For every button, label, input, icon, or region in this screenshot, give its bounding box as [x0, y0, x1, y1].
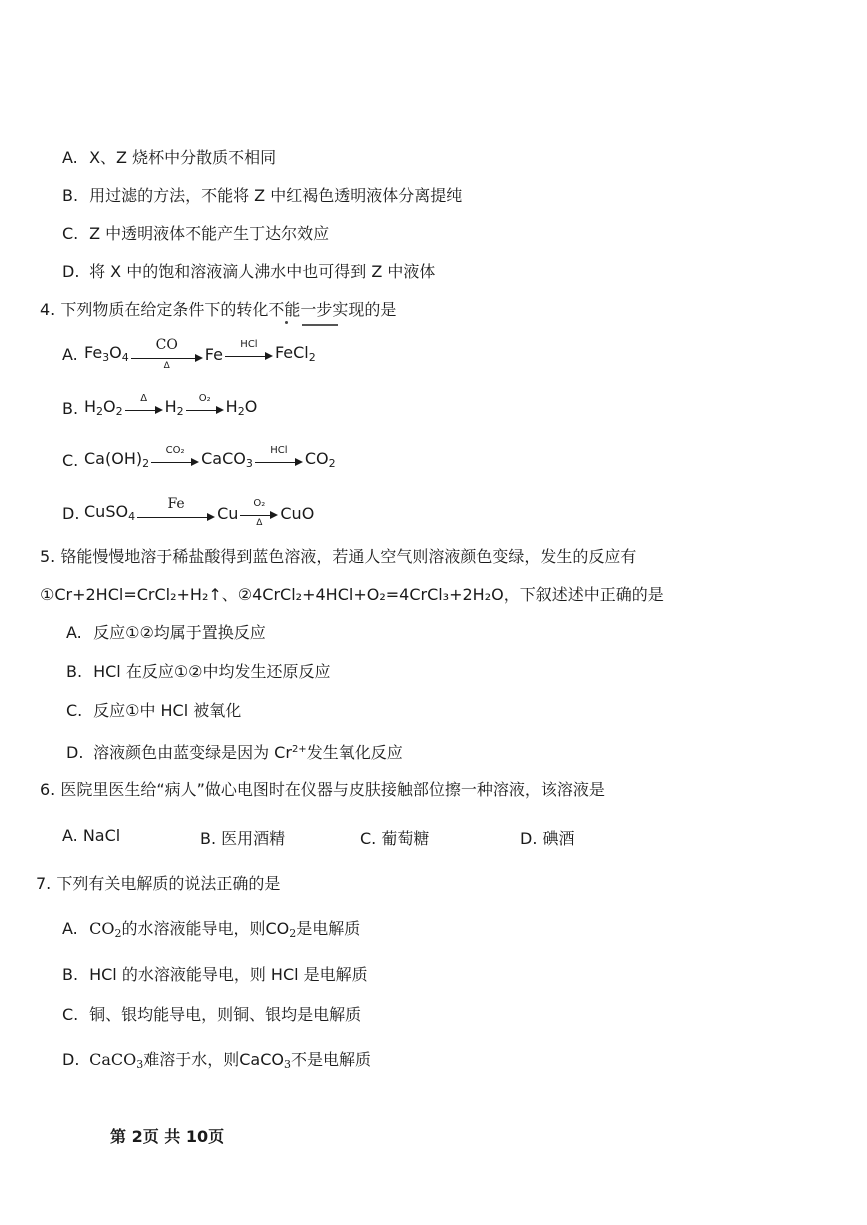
q6-option-c: C. 葡萄糖	[360, 829, 430, 848]
q7-option-a: A. $CO_2$的水溶液能导电，则$CO_2$是电解质	[62, 919, 361, 940]
q5-option-a: A. 反应①②均属于置换反应	[66, 623, 266, 642]
formula: $Ca(OH)_2$	[84, 448, 150, 470]
q6-option-a: A. NaCl	[62, 826, 121, 845]
formula: $H_2$	[164, 396, 184, 418]
reaction-arrow: O₂ Δ	[240, 499, 278, 529]
formula: $H_2O$	[225, 396, 258, 418]
reaction-arrow: Fe	[137, 497, 215, 531]
q3-option-a: A. X、Z 烧杯中分散质不相同	[62, 148, 277, 167]
reaction-arrow: O₂	[186, 394, 224, 424]
formula: $CO_2$	[304, 448, 336, 470]
formula: CuSO$_4$	[84, 501, 136, 523]
q6-option-d: D. 碘酒	[520, 829, 575, 848]
ink-smudge	[302, 324, 338, 326]
q5-option-c: C. 反应①中 HCl 被氧化	[66, 701, 242, 720]
q5-stem-line1: 5. 铬能慢慢地溶于稀盐酸得到蓝色溶液，若通人空气则溶液颜色变绿，发生的反应有	[40, 547, 637, 566]
q7-option-b: B. HCl 的水溶液能导电，则 HCl 是电解质	[62, 965, 368, 984]
q4-option-b: B. $H_2O_2$ Δ $H_2$ O₂ $H_2O$	[62, 394, 257, 424]
ink-dot	[285, 321, 288, 324]
formula: $Fe_3O_4$	[84, 342, 129, 364]
q4-stem: 4. 下列物质在给定条件下的转化不能一步实现的是	[40, 300, 397, 319]
q7-stem: 7. 下列有关电解质的说法正确的是	[36, 874, 281, 893]
page-number: 第 2页 共 10页	[110, 1127, 225, 1146]
q6-stem: 6. 医院里医生给“病人”做心电图时在仪器与皮肤接触部位擦一种溶液，该溶液是	[40, 780, 605, 799]
formula: $H_2O_2$	[84, 396, 123, 418]
q7-option-d: D. CaCO$_3$难溶于水，则CaCO$_3$不是电解质	[62, 1050, 371, 1071]
reaction-arrow: CO Δ	[131, 338, 203, 372]
q4-option-a: A. $Fe_3O_4$ CO Δ Fe HCl FeCl$_2$	[62, 337, 316, 371]
reaction-arrow: HCl	[255, 446, 303, 476]
q3-option-c: C. Z 中透明液体不能产生丁达尔效应	[62, 224, 330, 243]
q5-stem-line2: ①Cr+2HCl=CrCl₂+H₂↑、②4CrCl₂+4HCl+O₂=4CrCl₃+2H₂O，下叙述述中正确的是	[40, 585, 664, 604]
formula: FeCl$_2$	[274, 342, 316, 364]
q7-option-c: C. 铜、银均能导电，则铜、银均是电解质	[62, 1005, 362, 1024]
reaction-arrow: CO₂	[151, 446, 199, 476]
q4-option-c: C. $Ca(OH)_2$ CO₂ CaCO$_3$ HCl $CO_2$	[62, 446, 336, 476]
q6-option-b: B. 医用酒精	[200, 829, 286, 848]
q4-option-d: D. CuSO$_4$ Fe Cu O₂ Δ CuO	[62, 497, 314, 531]
reaction-arrow: HCl	[225, 340, 273, 370]
q5-option-d: D. 溶液颜色由蓝变绿是因为 $Cr^{2+}$发生氧化反应	[66, 743, 403, 762]
q3-option-d: D. 将 X 中的饱和溶液滴人沸水中也可得到 Z 中液体	[62, 262, 436, 281]
formula: CaCO$_3$	[201, 448, 253, 470]
reaction-arrow: Δ	[125, 394, 163, 424]
q5-option-b: B. HCl 在反应①②中均发生还原反应	[66, 662, 331, 681]
q3-option-b: B. 用过滤的方法，不能将 Z 中红褐色透明液体分离提纯	[62, 186, 463, 205]
